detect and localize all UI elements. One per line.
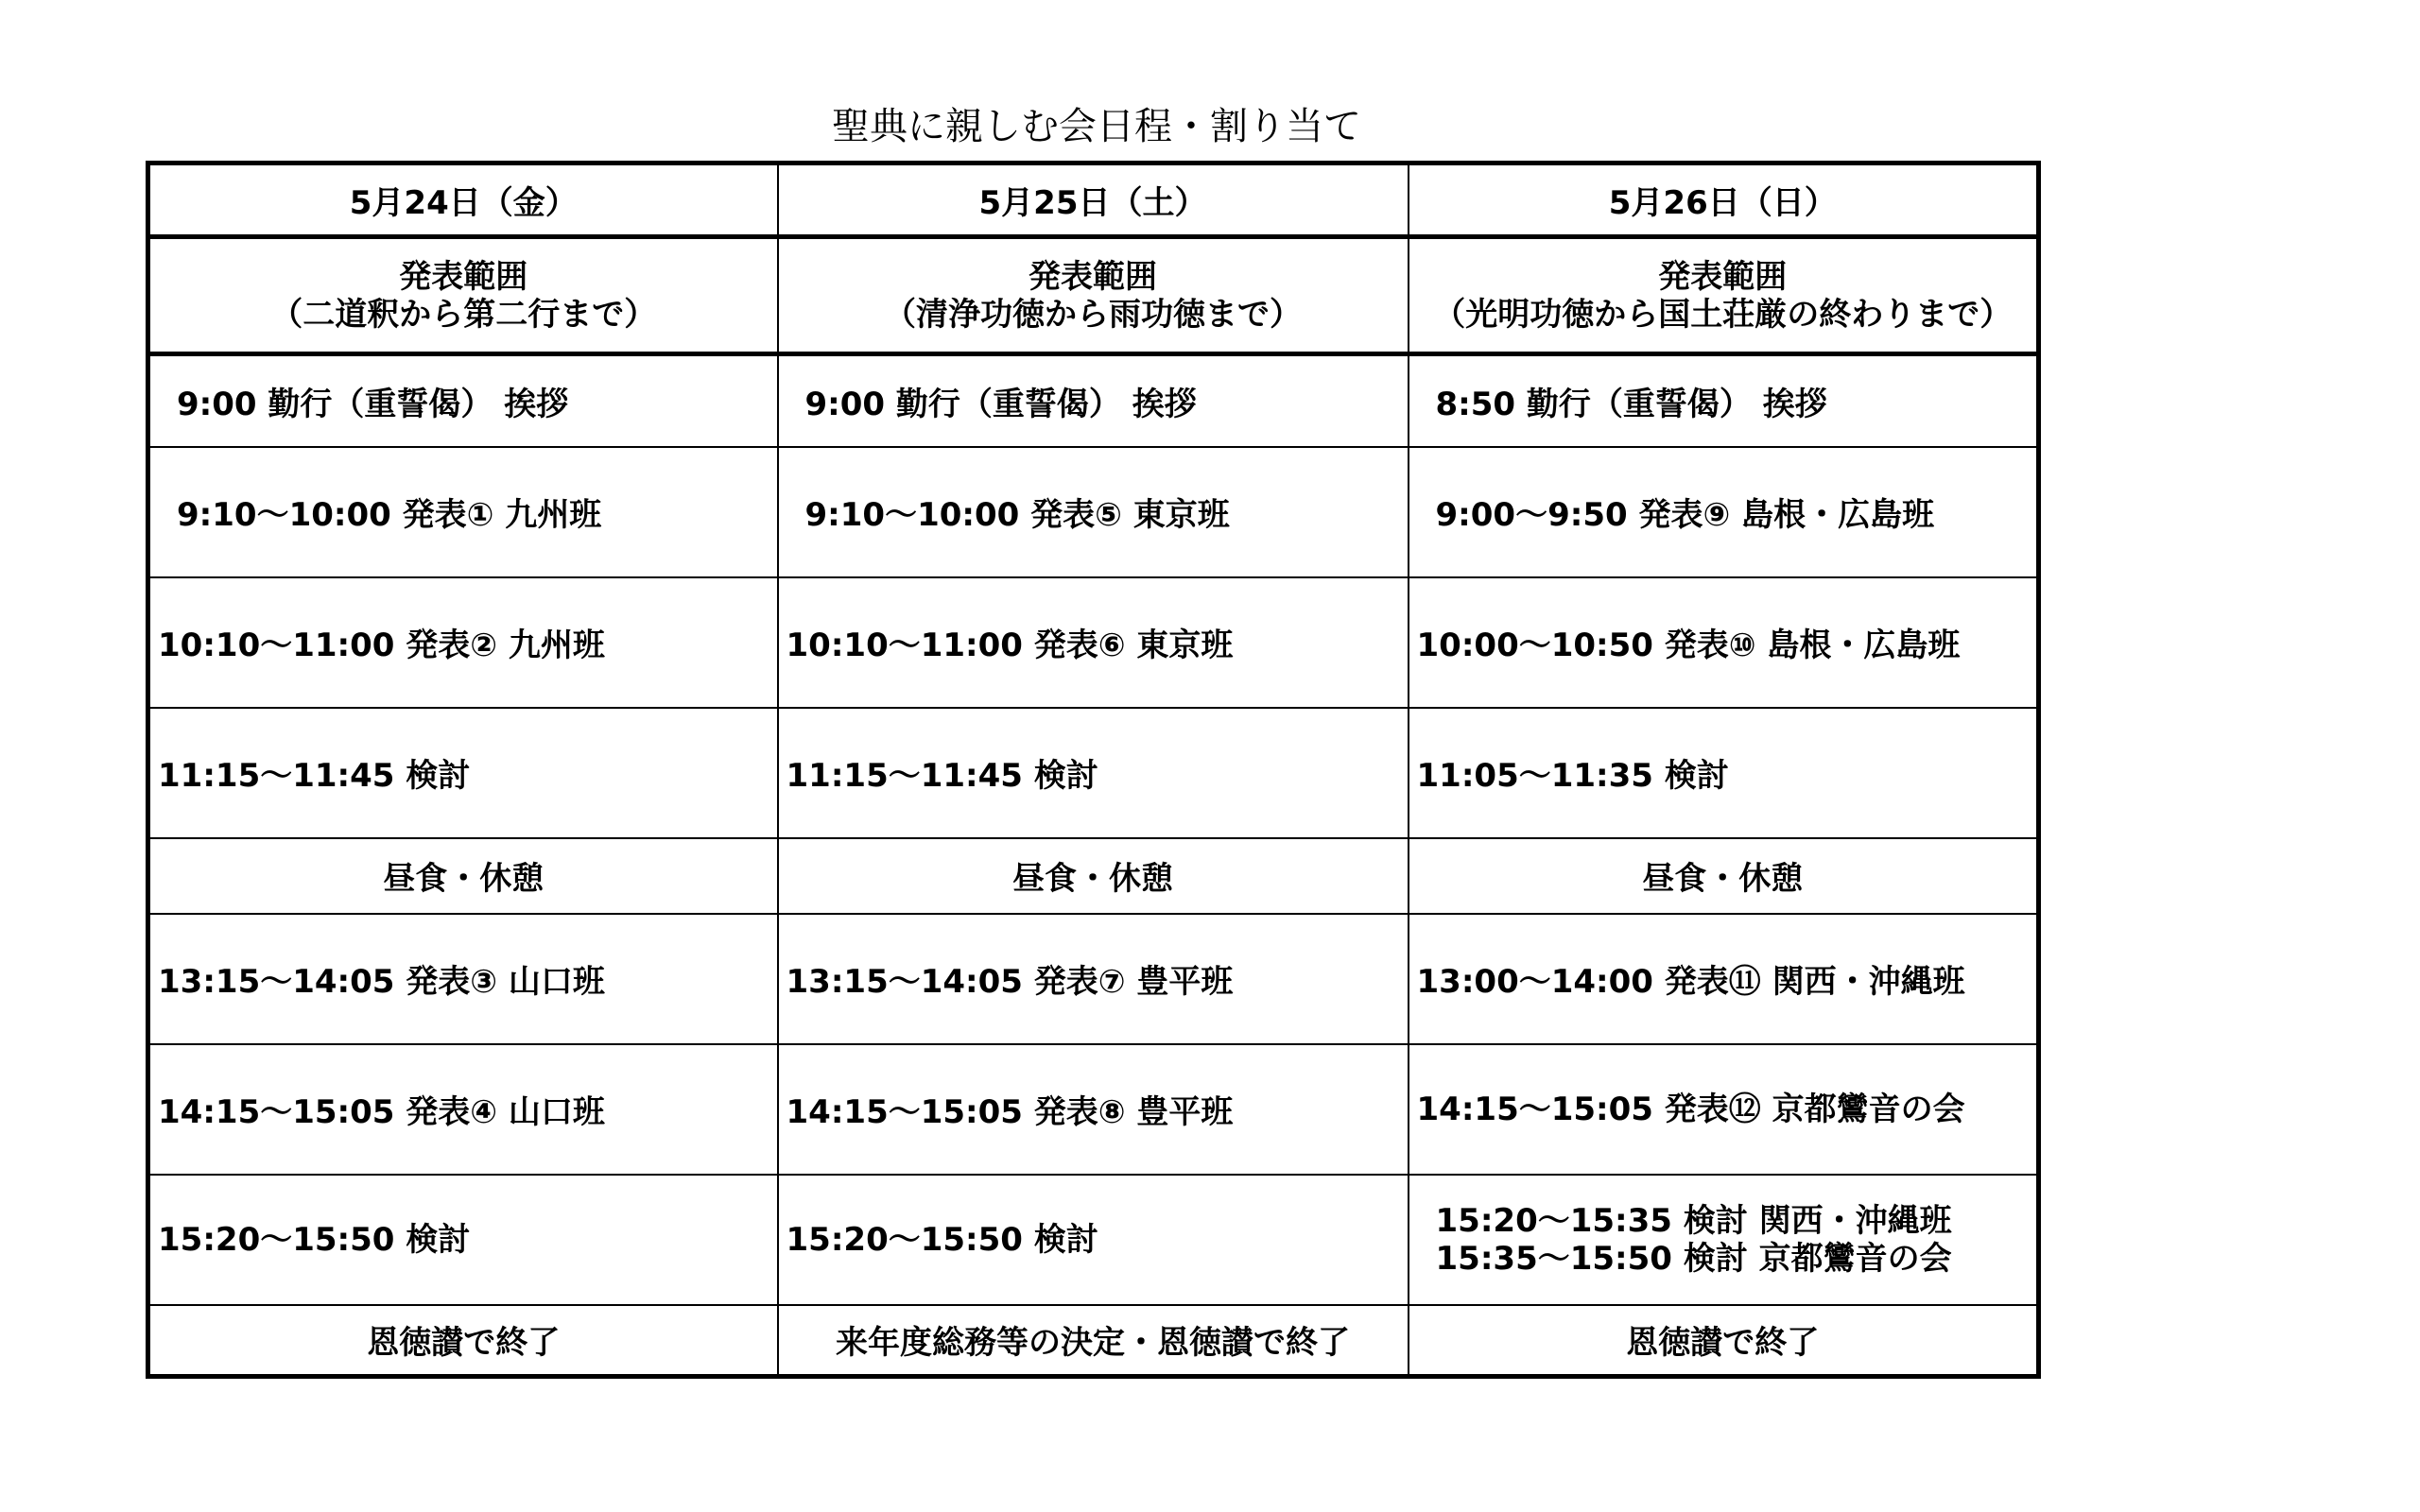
- review-pm-cell-day2: [778, 1175, 1409, 1305]
- opening-row: [148, 354, 2039, 447]
- range-label: 発表範囲: [399, 257, 528, 296]
- review-am-cell-day1: 11:15〜11:45 検討: [148, 708, 778, 838]
- session2-cell-day1: 10:10〜11:00 発表② 九州班: [148, 577, 778, 708]
- review-pm-line: 15:20〜15:50 検討: [158, 1220, 471, 1259]
- review-pm-cell-day1: [148, 1175, 778, 1305]
- range-label: 発表範囲: [1028, 257, 1157, 296]
- closing-cell-day3: 恩徳讃で終了: [1409, 1305, 2039, 1377]
- range-detail: （二道釈から第二行まで）: [270, 295, 657, 334]
- range-row: [148, 237, 2039, 354]
- lunch-cell-day2: 昼食・休憩: [778, 838, 1409, 914]
- review-am-row: [148, 708, 2039, 838]
- range-cell-day3: [1409, 237, 2039, 354]
- review-pm-line: 15:35〜15:50 検討 京都鸞音の会: [1435, 1239, 1952, 1278]
- review-am-cell-day3: 11:05〜11:35 検討: [1409, 708, 2039, 838]
- schedule-table: [146, 161, 2041, 1379]
- session3-cell-day2: 13:15〜14:05 発表⑦ 豊平班: [778, 914, 1409, 1044]
- opening-cell-day1: 9:00 勤行（重誓偈） 挨拶: [148, 354, 778, 447]
- review-pm-cell-day3: [1409, 1175, 2039, 1305]
- date-cell-day3: 5月26日（日）: [1409, 163, 2039, 237]
- session4-cell-day2: 14:15〜15:05 発表⑧ 豊平班: [778, 1044, 1409, 1175]
- review-pm-line: 15:20〜15:35 検討 関西・沖縄班: [1435, 1201, 1952, 1240]
- session2-cell-day3: 10:00〜10:50 発表⑩ 島根・広島班: [1409, 577, 2039, 708]
- session3-cell-day1: 13:15〜14:05 発表③ 山口班: [148, 914, 778, 1044]
- review-am-cell-day2: 11:15〜11:45 検討: [778, 708, 1409, 838]
- review-pm-row: [148, 1175, 2039, 1305]
- lunch-cell-day3: 昼食・休憩: [1409, 838, 2039, 914]
- closing-cell-day2: 来年度総務等の決定・恩徳讃で終了: [778, 1305, 1409, 1377]
- session1-cell-day2: 9:10〜10:00 発表⑤ 東京班: [778, 447, 1409, 577]
- range-label: 発表範囲: [1658, 257, 1788, 296]
- session4-cell-day1: 14:15〜15:05 発表④ 山口班: [148, 1044, 778, 1175]
- date-cell-day1: 5月24日（金）: [148, 163, 778, 237]
- closing-row: [148, 1305, 2039, 1377]
- session4-cell-day3: 14:15〜15:05 発表⑫ 京都鸞音の会: [1409, 1044, 2039, 1175]
- range-cell-day2: [778, 237, 1409, 354]
- session1-cell-day1: 9:10〜10:00 発表① 九州班: [148, 447, 778, 577]
- review-pm-line: 15:20〜15:50 検討: [786, 1220, 1098, 1259]
- opening-cell-day2: 9:00 勤行（重誓偈） 挨拶: [778, 354, 1409, 447]
- closing-cell-day1: 恩徳讃で終了: [148, 1305, 778, 1377]
- date-cell-day2: 5月25日（土）: [778, 163, 1409, 237]
- session1-row: [148, 447, 2039, 577]
- range-detail: （清浄功徳から雨功徳まで）: [884, 295, 1302, 334]
- range-cell-day1: [148, 237, 778, 354]
- session4-row: [148, 1044, 2039, 1175]
- lunch-row: [148, 838, 2039, 914]
- session3-cell-day3: 13:00〜14:00 発表⑪ 関西・沖縄班: [1409, 914, 2039, 1044]
- session3-row: [148, 914, 2039, 1044]
- session1-cell-day3: 9:00〜9:50 発表⑨ 島根・広島班: [1409, 447, 2039, 577]
- range-detail: （光明功徳から国土荘厳の終わりまで）: [1433, 295, 2013, 334]
- opening-cell-day3: 8:50 勤行（重誓偈） 挨拶: [1409, 354, 2039, 447]
- session2-row: [148, 577, 2039, 708]
- session2-cell-day2: 10:10〜11:00 発表⑥ 東京班: [778, 577, 1409, 708]
- lunch-cell-day1: 昼食・休憩: [148, 838, 778, 914]
- page-title: 聖典に親しむ会日程・割り当て: [832, 105, 1361, 148]
- date-header-row: [148, 163, 2039, 237]
